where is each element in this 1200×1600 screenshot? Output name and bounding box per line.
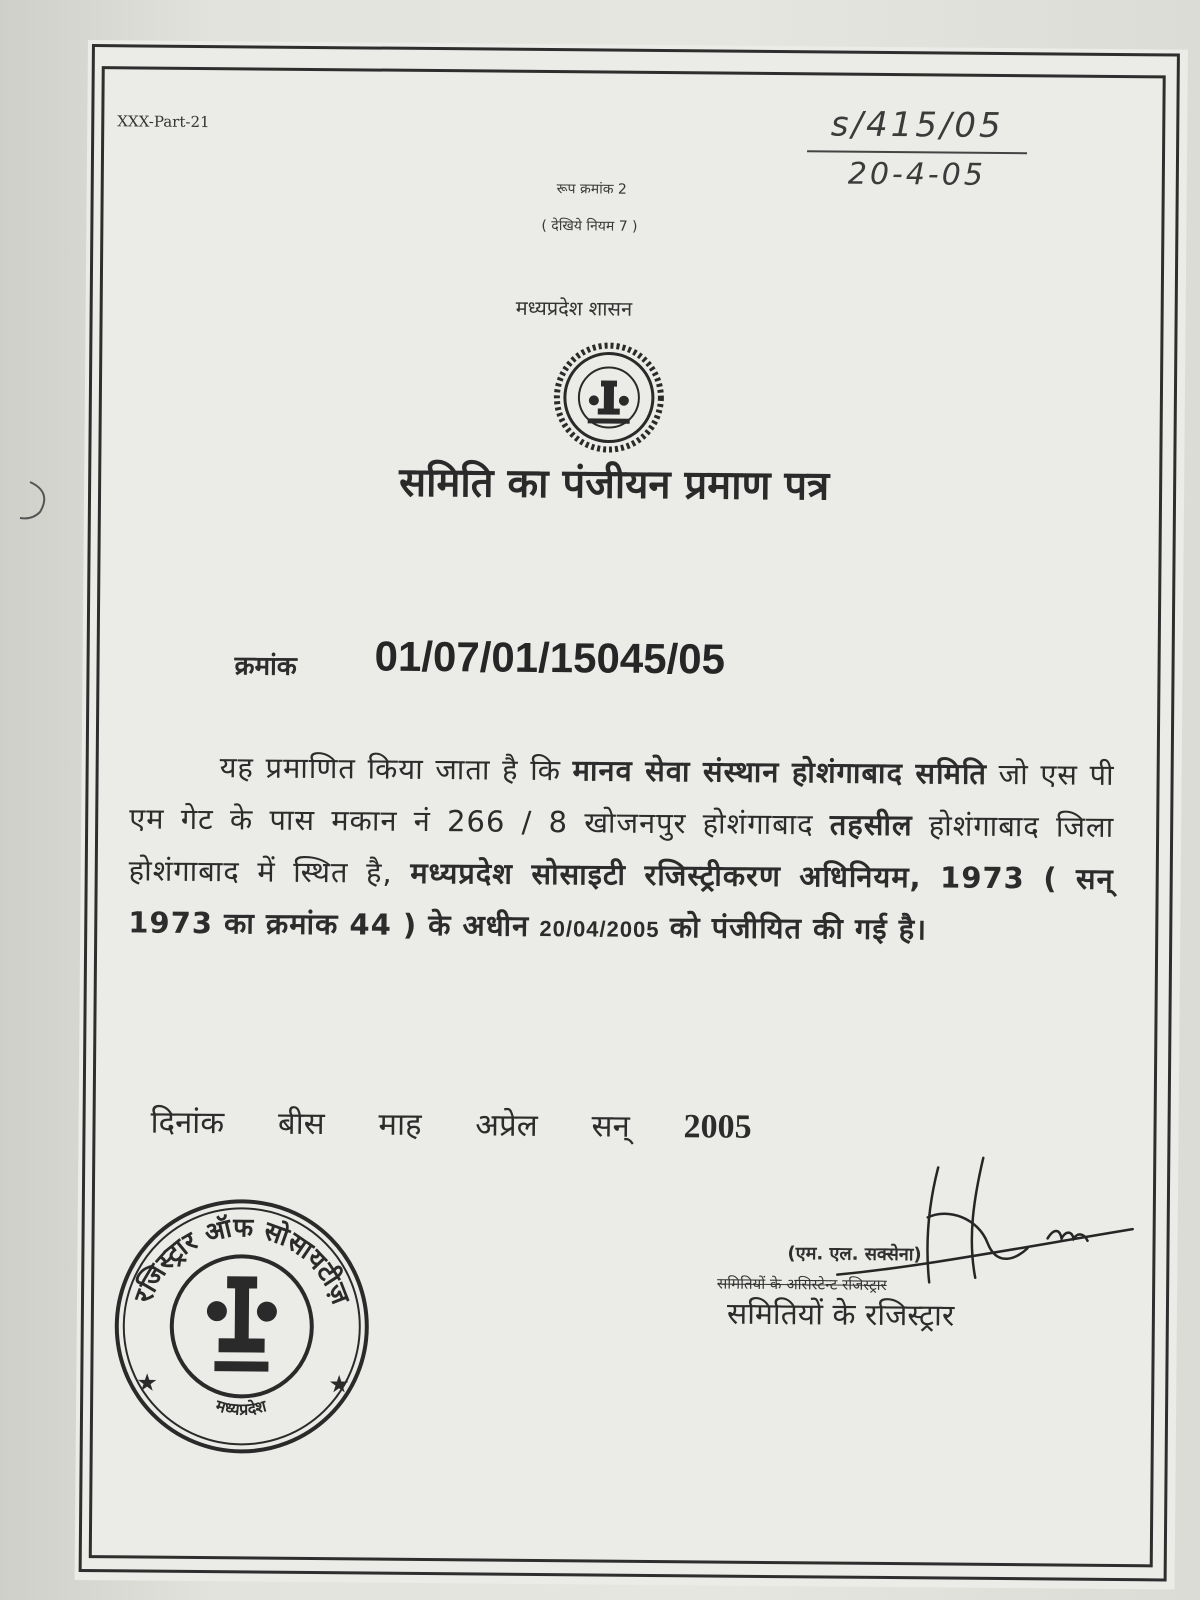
society-name: मानव सेवा संस्थान होशंगाबाद समिति xyxy=(572,753,988,791)
date-month: अप्रेल xyxy=(475,1107,538,1144)
assistant-registrar-designation: समितियों के असिस्टेन्ट रजिस्ट्रार xyxy=(717,1274,887,1295)
body-text-3: होशंगाबाद जिला होशंगाबाद में स्थित है, xyxy=(128,808,1115,890)
registrar-seal-stamp xyxy=(106,1190,378,1462)
registration-number: 01/07/01/15045/05 xyxy=(374,632,726,683)
body-text-2: जो एस पी एम गेट के पास मकान नं 266 / 8 खोजनपुर होशंगाबाद xyxy=(129,756,1115,842)
body-text-4: को पंजीयित की गई है। xyxy=(669,910,928,947)
svg-text:मध्यप्रदेश: मध्यप्रदेश xyxy=(213,1395,269,1419)
signatory-name: (एम. एल. सक्सेना) xyxy=(787,1243,922,1266)
certificate-body xyxy=(128,740,1115,960)
body-text-1: यह प्रमाणित किया जाता है कि xyxy=(219,750,562,788)
government-heading: मध्यप्रदेश शासन xyxy=(515,295,633,321)
registrar-designation: समितियों के रजिस्ट्रार xyxy=(726,1296,955,1334)
certificate-title: समिति का पंजीयन प्रमाण पत्र xyxy=(398,459,830,510)
handwritten-ref-date: 20-4-05 xyxy=(847,156,987,193)
handwritten-reference xyxy=(807,104,1028,193)
date-line xyxy=(150,1101,751,1148)
date-day: बीस xyxy=(277,1105,325,1143)
month-label: माह xyxy=(378,1106,422,1143)
act-reference: मध्यप्रदेश सोसाइटी रजिस्ट्रीकरण अधिनियम, 1973 ( सन् 1973 का क्रमांक 44 ) के अधीन xyxy=(128,855,1114,943)
date-year: 2005 xyxy=(683,1108,752,1146)
registration-label: क्रमांक xyxy=(234,651,297,682)
svg-text:★: ★ xyxy=(136,1368,158,1397)
certificate-sheet xyxy=(75,40,1188,1590)
svg-text:रजिस्ट्रार ऑफ सोसायटीज़: रजिस्ट्रार ऑफ सोसायटीज़ xyxy=(128,1213,356,1309)
pen-mark xyxy=(0,470,60,530)
signature-image xyxy=(777,1146,1138,1289)
form-code: XXX-Part-21 xyxy=(117,112,210,132)
madhya-pradesh-emblem-icon xyxy=(551,340,666,455)
svg-text:★: ★ xyxy=(328,1370,350,1399)
handwritten-ref-number: s/415/05 xyxy=(807,104,1027,154)
form-number: रूप क्रमांक 2 xyxy=(556,181,627,198)
registration-date: 20/04/2005 xyxy=(539,915,660,943)
date-label: दिनांक xyxy=(150,1104,225,1142)
tehsil-label: तहसील xyxy=(829,807,913,843)
rule-reference: ( देखिये नियम 7 ) xyxy=(541,217,638,235)
year-label: सन् xyxy=(591,1108,630,1145)
